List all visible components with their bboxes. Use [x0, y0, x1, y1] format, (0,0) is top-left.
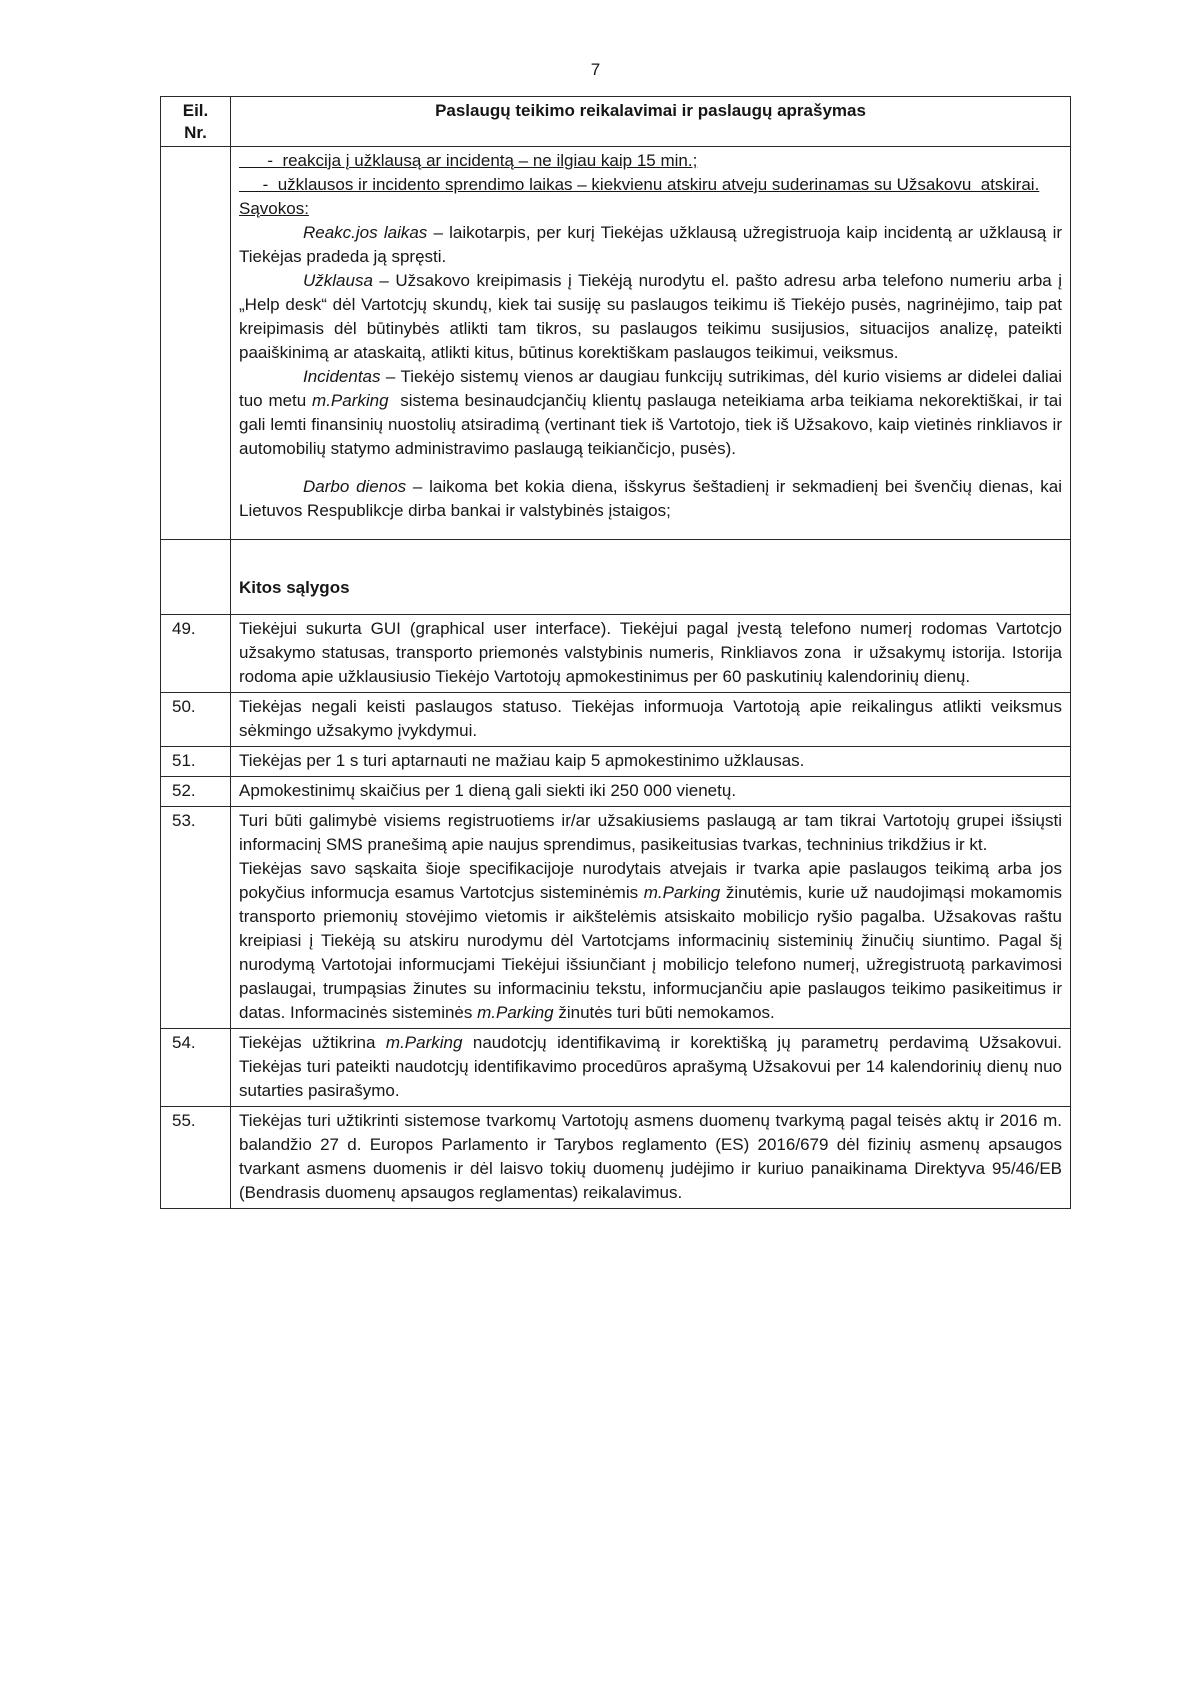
row-number-cell: 55.	[161, 1107, 231, 1209]
text-segment: Tiekėjas per 1 s turi aptarnauti ne mažiau kaip 5 apmokestinimo užklausas.	[239, 751, 805, 770]
row-content-cell	[231, 1029, 1071, 1107]
text-segment: žinutės turi būti nemokamos.	[553, 1003, 775, 1022]
text-segment: naudotcjų identifikavimą ir korektišką jų parametrų perdavimą Užsakovui. Tiekėjas turi pateikti naudotcjų identifikavimo procedūros aprašymą Užsakovui per 14 kalendorinių dienų nuo sutarties pasirašymo.	[239, 1033, 1063, 1100]
text-segment: Turi būti galimybė visiems registruotiems ir/ar užsakiusiems paslaugą ar tam tikrai Vartotojų grupei išsiųsti informacinį SMS pranešimą apie naujus sprendimus, pasikeitusias tvarkas, techninius trikdžius ir kt.	[239, 811, 1062, 854]
paragraph	[239, 1031, 1062, 1103]
row-content-cell	[231, 540, 1071, 615]
row-number-cell: 52.	[161, 777, 231, 807]
header-eil-nr	[161, 97, 231, 147]
paragraph	[239, 695, 1062, 743]
row-number-cell: 54.	[161, 1029, 231, 1107]
text-segment: - užklausos ir incidento sprendimo laikas – kiekvienu atskiru atveju suderinamas su Užsakovu atskirai.	[239, 175, 1040, 194]
text-segment: m.Parking	[385, 1033, 463, 1052]
table-row	[161, 147, 1071, 540]
paragraph	[239, 857, 1062, 1025]
paragraph	[239, 365, 1062, 461]
text-segment: Darbo dienos	[303, 477, 407, 496]
page-number: 7	[590, 60, 601, 79]
table-row	[161, 1107, 1071, 1209]
row-number-cell: 50.	[161, 693, 231, 747]
row-content-cell	[231, 615, 1071, 693]
text-segment: m.Parking	[312, 391, 389, 410]
paragraph	[239, 749, 1062, 773]
text-segment: Incidentas	[303, 367, 381, 386]
paragraph	[239, 269, 1062, 365]
text-segment: – laikoma bet kokia diena, išskyrus šeštadienį ir sekmadienį bei švenčių dienas, kai Lietuvos Respublikcje dirba bankai ir valstybinės įstaigos;	[239, 477, 1062, 520]
paragraph	[239, 197, 1062, 221]
paragraph	[239, 576, 1062, 600]
row-number-cell: 51.	[161, 747, 231, 777]
paragraph	[239, 221, 1062, 269]
paragraph	[239, 475, 1062, 523]
table-row	[161, 615, 1071, 693]
table-row	[161, 747, 1071, 777]
text-segment: Reakc.jos laikas	[303, 223, 428, 242]
row-number-cell	[161, 540, 231, 615]
text-segment: – Tiekėjo sistemų vienos ar daugiau funkcijų sutrikimas, dėl kurio visiems ar didelei daliai tuo metu	[239, 367, 1062, 410]
row-content-cell	[231, 747, 1071, 777]
text-segment: Tiekėjas savo sąskaita šioje specifikacijoje nurodytais atvejais ir tvarka apie paslaugos teikimą arba jos pokyčius informucja esamus Vartotcjus sisteminėmis	[239, 859, 1062, 902]
text-segment: m.Parking	[477, 1003, 554, 1022]
text-segment: žinutėmis, kurie už naudojimąsi mokamomis transporto priemonių stovėjimo vietomis ir aikštelėmis atsiskaito mobilicjo ryšio pagalba. Užsakovas raštu kreipiasi į Tiekėją su atskiru nurodymu dėl Vartotcjams informacinių sisteminių žinučių siuntimo. Pagal šį nurodymą Vartotojai informucjami Tiekėjui išsiunčiant į mobilicjo telefono numerį, užregistruotą parkavimosi paslaugai, trumpąsias žinutes su informaciniu tekstu, informucjančiu apie paslaugos teikimo pasikeitimus ir datas. Informacinės sisteminės	[239, 883, 1062, 1022]
text-segment: Tiekėjas turi užtikrinti sistemose tvarkomų Vartotojų asmens duomenų tvarkymą pagal teisės aktų ir 2016 m. balandžio 27 d. Europos Parlamento ir Tarybos reglamento (ES) 2016/679 dėl fizinių asmenų apsaugos tvarkant asmens duomenis ir dėl laisvo tokių duomenų judėjimo ir kuriuo panaikinama Direktyva 95/46/EB (Bendrasis duomenų apsaugos reglamentas) reikalavimus.	[239, 1111, 1062, 1202]
paragraph	[239, 1109, 1062, 1205]
table-row	[161, 807, 1071, 1029]
header-nr-line: Nr.	[184, 123, 207, 142]
paragraph	[239, 779, 1062, 803]
table-row	[161, 693, 1071, 747]
text-segment: Tiekėjui sukurta GUI (graphical user interface). Tiekėjui pagal įvestą telefono numerį rodomas Vartotcjo užsakymo statusas, transporto priemonės valstybinis numeris, Rinkliavos zona ir užsakymų istorija. Istorija rodoma apie užklausiusio Tiekėjo Vartotojų apmokestinimus per 60 paskutinių kalendorinių dienų.	[239, 619, 1062, 686]
text-segment: – laikotarpis, per kurį Tiekėjas užklausą užregistruoja kaip incidentą ar užklausą ir Tiekėjas pradeda ją spręsti.	[239, 223, 1063, 266]
paragraph	[239, 149, 1062, 173]
text-segment: Apmokestinimų skaičius per 1 dieną gali siekti iki 250 000 vienetų.	[239, 781, 737, 800]
text-segment: Tiekėjas negali keisti paslaugos statuso. Tiekėjas informuoja Vartotoją apie reikalingus atlikti veiksmus sėkmingo užsakymo įvykdymui.	[239, 697, 1062, 740]
table-row	[161, 540, 1071, 615]
row-content-cell	[231, 147, 1071, 540]
paragraph	[239, 617, 1062, 689]
row-content-cell	[231, 693, 1071, 747]
row-content-cell	[231, 807, 1071, 1029]
header-description: Paslaugų teikimo reikalavimai ir paslaugų aprašymas	[231, 97, 1071, 147]
requirements-table	[160, 96, 1071, 1209]
text-segment: sistema besinaudcjančių klientų paslauga neteikiama arba teikiama nekorektiškai, ir tai gali lemti finansinių nuostolių atsiradimą (vertinant tiek iš Vartotojo, tiek iš Užsakovo, kaip vietinės rinkliavos ir automobilių statymo administravimo paslaugą teikiančicjo, pusės).	[239, 391, 1062, 458]
text-segment: Sąvokos:	[239, 199, 309, 218]
row-number-cell: 53.	[161, 807, 231, 1029]
text-segment: – Užsakovo kreipimasis į Tiekėją nurodytu el. pašto adresu arba telefono numeriu arba į „Help desk“ dėl Vartotcjų skundų, kiek tai susiję su paslaugos teikimu iš Tiekėjo pusės, nagrinėjimo, taip pat kreipimasis dėl būtinybės atlikti tam tikros, su paslaugos teikimu susijusios, situacijos analizę, pateikti paaiškinimą ar ataskaitą, atlikti kitus, būtinus korektiškam paslaugos teikimui, veiksmus.	[239, 271, 1062, 362]
text-segment: Tiekėjas užtikrina	[239, 1033, 386, 1052]
header-eil-line: Eil.	[182, 101, 209, 120]
row-number-cell	[161, 147, 231, 540]
text-segment: m.Parking	[643, 883, 721, 902]
row-content-cell	[231, 1107, 1071, 1209]
row-content-cell	[231, 777, 1071, 807]
paragraph	[239, 173, 1062, 197]
row-number-cell: 49.	[161, 615, 231, 693]
text-segment: Kitos sąlygos	[239, 578, 350, 597]
paragraph	[239, 809, 1062, 857]
table-header-row	[161, 97, 1071, 147]
table-row	[161, 1029, 1071, 1107]
table-row	[161, 777, 1071, 807]
text-segment: - reakcija į užklausą ar incidentą – ne ilgiau kaip 15 min.;	[239, 151, 698, 170]
text-segment: Užklausa	[303, 271, 373, 290]
